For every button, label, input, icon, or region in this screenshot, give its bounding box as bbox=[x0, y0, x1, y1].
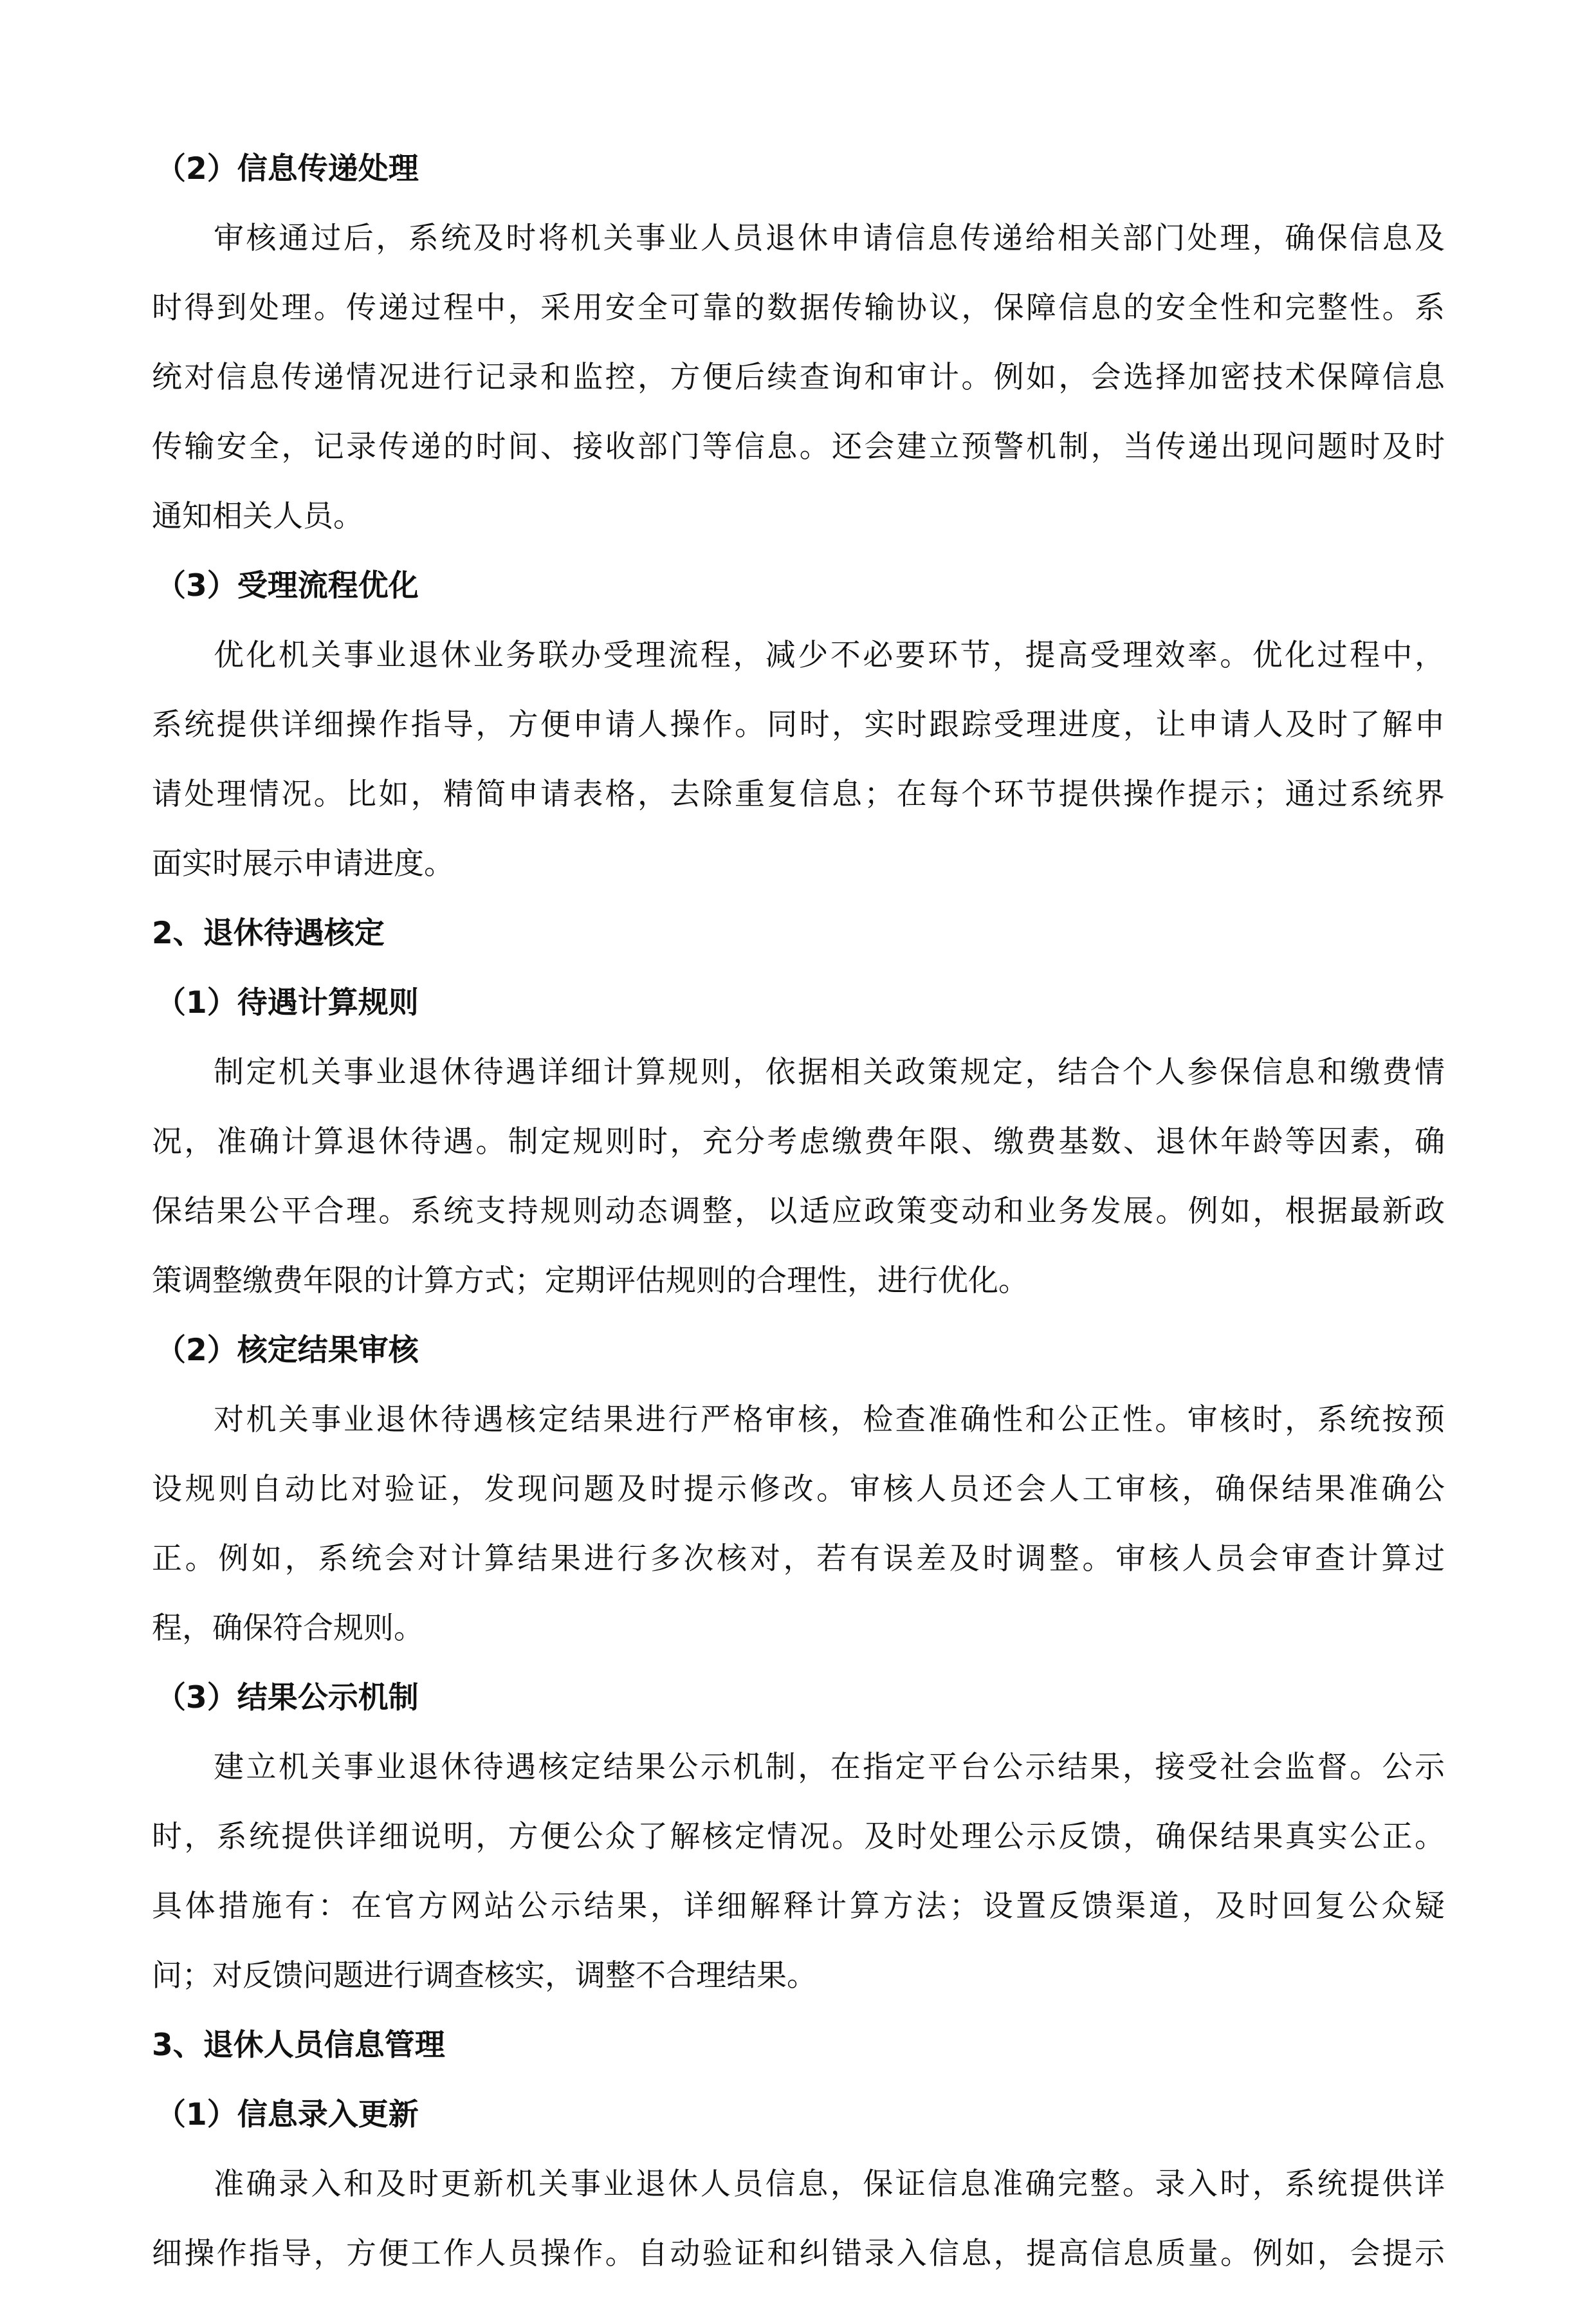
paragraph-line: 时得到处理。传递过程中，采用安全可靠的数据传输协议，保障信息的安全性和完整性。系 bbox=[152, 290, 1445, 326]
paragraph-line: 设规则自动比对验证，发现问题及时提示修改。审核人员还会人工审核，确保结果准确公 bbox=[152, 1472, 1445, 1507]
paragraph-line: 保结果公平合理。系统支持规则动态调整，以适应政策变动和业务发展。例如，根据最新政 bbox=[152, 1194, 1445, 1229]
paragraph-line: 时，系统提供详细说明，方便公众了解核定情况。及时处理公示反馈，确保结果真实公正。 bbox=[152, 1819, 1445, 1854]
document-body bbox=[152, 147, 1445, 2301]
paragraph-line: 通知相关人员。 bbox=[152, 499, 363, 534]
paragraph-line: 问；对反馈问题进行调查核实，调整不合理结果。 bbox=[152, 1958, 817, 1993]
subsection-heading: （2）核定结果审核 bbox=[156, 1333, 419, 1368]
paragraph-line: 对机关事业退休待遇核定结果进行严格审核，检查准确性和公正性。审核时，系统按预 bbox=[214, 1402, 1445, 1437]
paragraph bbox=[152, 1745, 1445, 1999]
paragraph-line: 面实时展示申请进度。 bbox=[152, 846, 454, 882]
paragraph-line: 系统提供详细操作指导，方便申请人操作。同时，实时跟踪受理进度，让申请人及时了解申 bbox=[152, 707, 1445, 743]
paragraph bbox=[152, 633, 1445, 887]
paragraph-line: 具体措施有：在官方网站公示结果，详细解释计算方法；设置反馈渠道，及时回复公众疑 bbox=[152, 1889, 1445, 1924]
subsection-heading: （3）结果公示机制 bbox=[156, 1680, 419, 1715]
paragraph-line: 程，确保符合规则。 bbox=[152, 1611, 424, 1646]
paragraph-line: 况，准确计算退休待遇。制定规则时，充分考虑缴费年限、缴费基数、退休年龄等因素，确 bbox=[152, 1124, 1445, 1160]
section-heading: 2、退休待遇核定 bbox=[152, 916, 385, 951]
paragraph-line: 统对信息传递情况进行记录和监控，方便后续查询和审计。例如，会选择加密技术保障信息 bbox=[152, 360, 1445, 395]
subsection-heading: （2）信息传递处理 bbox=[156, 151, 419, 187]
paragraph-line: 正。例如，系统会对计算结果进行多次核对，若有误差及时调整。审核人员会审查计算过 bbox=[152, 1541, 1445, 1576]
paragraph-line: 优化机关事业退休业务联办受理流程，减少不必要环节，提高受理效率。优化过程中， bbox=[214, 638, 1445, 673]
section-heading: 3、退休人员信息管理 bbox=[152, 2028, 445, 2063]
paragraph-line: 请处理情况。比如，精简申请表格，去除重复信息；在每个环节提供操作提示；通过系统界 bbox=[152, 777, 1445, 812]
paragraph-line: 准确录入和及时更新机关事业退休人员信息，保证信息准确完整。录入时，系统提供详 bbox=[214, 2167, 1445, 2202]
paragraph-line: 传输安全，记录传递的时间、接收部门等信息。还会建立预警机制，当传递出现问题时及时 bbox=[152, 429, 1445, 465]
paragraph-line: 审核通过后，系统及时将机关事业人员退休申请信息传递给相关部门处理，确保信息及 bbox=[214, 221, 1445, 256]
subsection-heading: （1）信息录入更新 bbox=[156, 2097, 419, 2132]
paragraph-line: 建立机关事业退休待遇核定结果公示机制，在指定平台公示结果，接受社会监督。公示 bbox=[214, 1750, 1445, 1785]
paragraph bbox=[152, 1398, 1445, 1651]
paragraph bbox=[152, 2162, 1445, 2277]
paragraph-line: 策调整缴费年限的计算方式；定期评估规则的合理性，进行优化。 bbox=[152, 1263, 1029, 1298]
paragraph-line: 细操作指导，方便工作人员操作。自动验证和纠错录入信息，提高信息质量。例如，会提示 bbox=[152, 2236, 1445, 2271]
paragraph bbox=[152, 216, 1445, 539]
subsection-heading: （1）待遇计算规则 bbox=[156, 985, 419, 1021]
subsection-heading: （3）受理流程优化 bbox=[156, 568, 419, 604]
paragraph bbox=[152, 1050, 1445, 1304]
paragraph-line: 制定机关事业退休待遇详细计算规则，依据相关政策规定，结合个人参保信息和缴费情 bbox=[214, 1055, 1445, 1090]
